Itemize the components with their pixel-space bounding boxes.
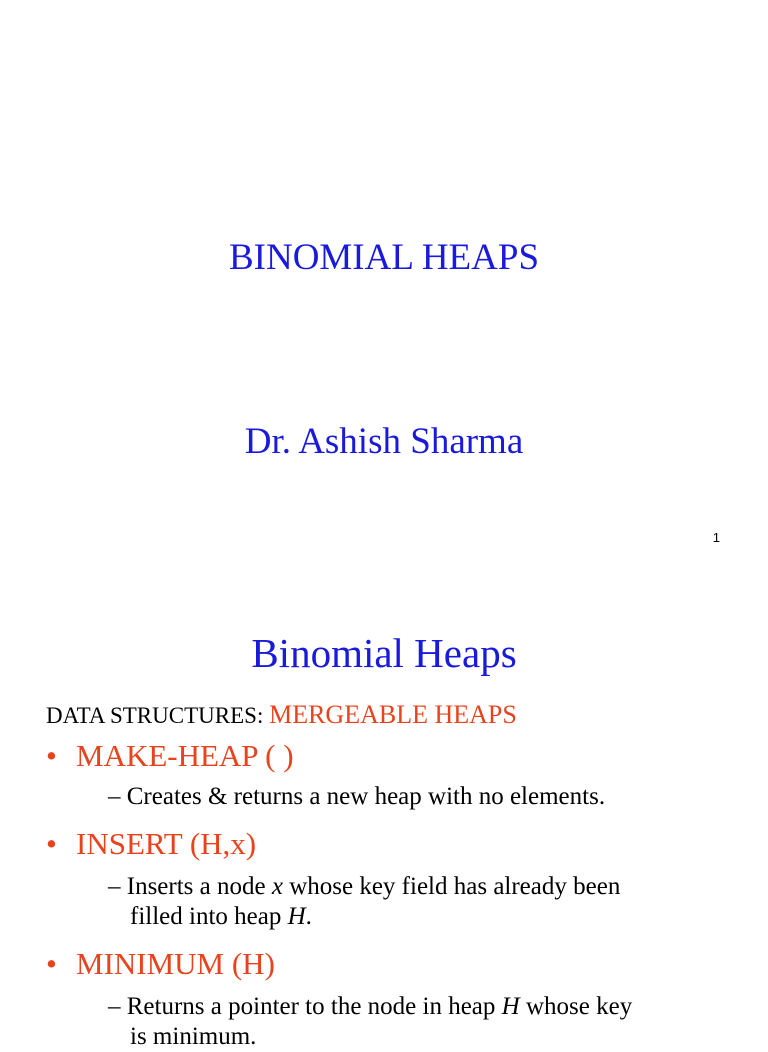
bullet-icon: • [46,738,57,773]
operation-description: – Inserts a node x whose key field has already been filled into heap H. [108,873,621,930]
operation-label: MINIMUM (H) [76,946,275,981]
list-item [46,944,746,984]
slide-2 [0,576,768,1050]
dash-icon: – [108,783,121,810]
operation-description: – Returns a pointer to the node in heap H whose key is minimum. [108,993,633,1050]
operation-label: MAKE-HEAP ( ) [76,738,294,773]
subheading-prefix: DATA STRUCTURES: [46,703,270,728]
list-item [46,736,746,776]
list-item [46,824,746,864]
subheading [46,700,517,731]
operation-description: – Creates & returns a new heap with no elements. [108,783,606,810]
dash-icon: – [108,993,121,1020]
operation-list [46,736,746,1052]
slide-title: Binomial Heaps [251,630,517,676]
page-number: 1 [712,530,720,545]
slide-title: BINOMIAL HEAPS [228,237,540,278]
author-name: Dr. Ashish Sharma [244,421,524,462]
subheading-accent: MERGEABLE HEAPS [269,700,517,729]
operation-label: INSERT (H,x) [76,826,257,861]
bullet-icon: • [46,826,57,861]
bullet-icon: • [46,946,57,981]
dash-icon: – [108,873,121,900]
